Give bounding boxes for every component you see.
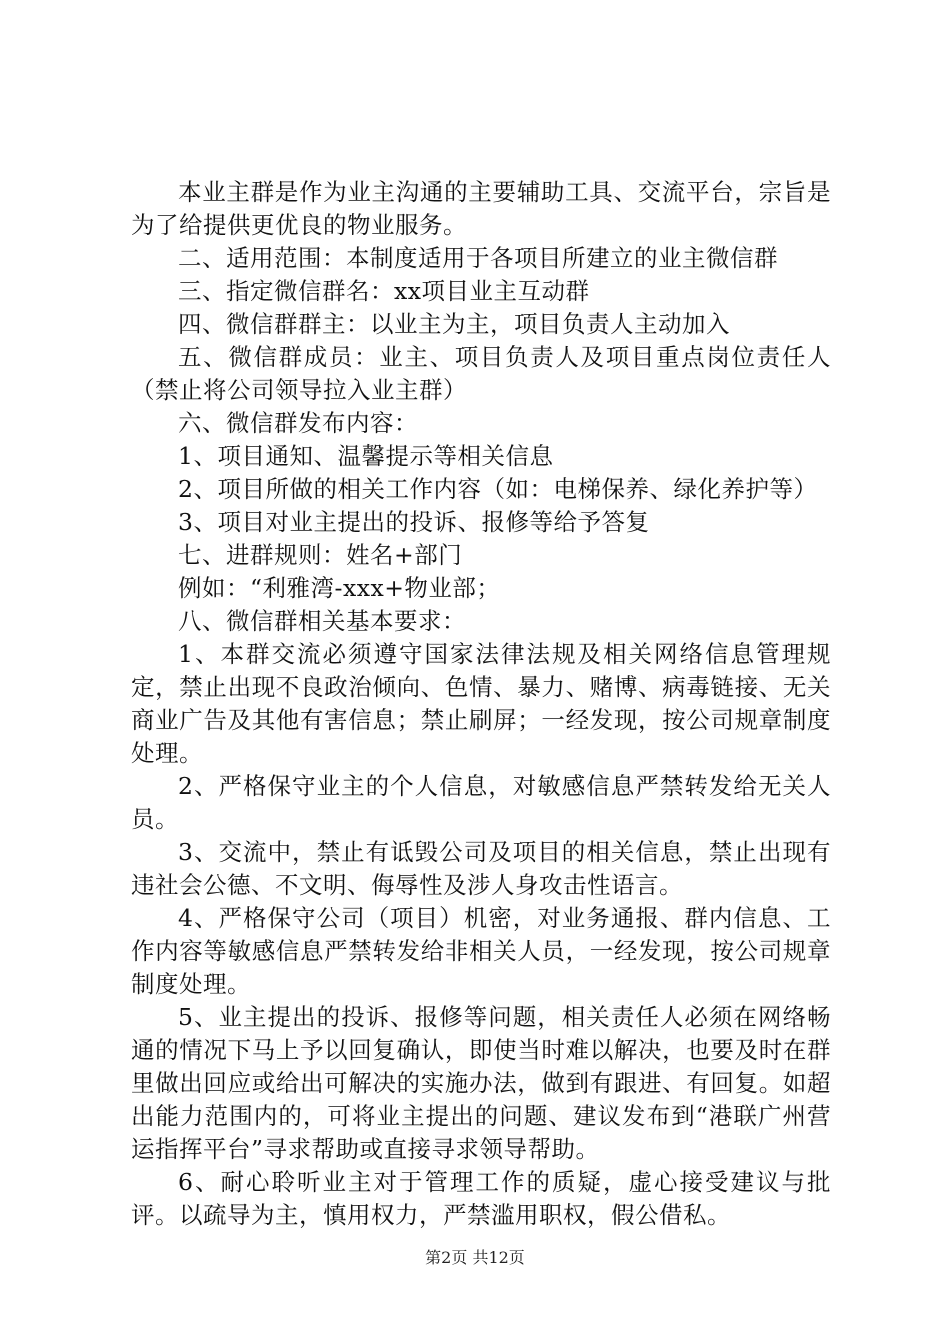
- paragraph-group-name: 三、指定微信群名：xx项目业主互动群: [178, 277, 590, 305]
- paragraph-join-example: 例如：“利雅湾-xxx+物业部；: [178, 574, 501, 602]
- paragraph-requirement-3: 3、交流中，禁止有诋毁公司及项目的相关信息，禁止出现有违社会公德、不文明、侮辱性及涉人身攻击性语言。: [131, 838, 831, 899]
- paragraph-content-item-3: 3、项目对业主提出的投诉、报修等给予答复: [178, 508, 650, 536]
- paragraph-group-owner: 四、微信群群主：以业主为主，项目负责人主动加入: [178, 310, 730, 338]
- document-body: [131, 176, 831, 1232]
- paragraph-requirement-2: 2、严格保守业主的个人信息，对敏感信息严禁转发给无关人员。: [131, 772, 831, 833]
- page-number-footer: 第2页 共12页: [425, 1248, 525, 1267]
- paragraph-requirement-4: 4、严格保守公司（项目）机密，对业务通报、群内信息、工作内容等敏感信息严禁转发给非相关人员，一经发现，按公司规章制度处理。: [131, 904, 831, 998]
- paragraph-requirement-6: 6、耐心聆听业主对于管理工作的质疑，虚心接受建议与批评。以疏导为主，慎用权力，严禁滥用职权，假公借私。: [131, 1168, 831, 1229]
- paragraph-requirement-1: 1、本群交流必须遵守国家法律法规及相关网络信息管理规定，禁止出现不良政治倾向、色情、暴力、赌博、病毒链接、无关商业广告及其他有害信息；禁止刷屏；一经发现，按公司规章制度处理。: [131, 640, 831, 767]
- paragraph-intro: 本业主群是作为业主沟通的主要辅助工具、交流平台，宗旨是为了给提供更优良的物业服务。: [131, 178, 831, 239]
- paragraph-content-item-1: 1、项目通知、温馨提示等相关信息: [178, 442, 554, 470]
- paragraph-join-rules: 七、进群规则：姓名+部门: [178, 541, 463, 569]
- paragraph-content-heading: 六、微信群发布内容：: [178, 409, 418, 437]
- paragraph-content-item-2: 2、项目所做的相关工作内容（如：电梯保养、绿化养护等）: [178, 475, 818, 503]
- paragraph-requirement-5: 5、业主提出的投诉、报修等问题，相关责任人必须在网络畅通的情况下马上予以回复确认，即使当时难以解决，也要及时在群里做出回应或给出可解决的实施办法，做到有跟进、有回复。如超出能力范围内的，可将业主提出的问题、建议发布到“港联广州营运指挥平台”寻求帮助或直接寻求领导帮助。: [131, 1003, 831, 1163]
- paragraph-group-members: 五、微信群成员：业主、项目负责人及项目重点岗位责任人（禁止将公司领导拉入业主群）: [131, 343, 831, 404]
- paragraph-requirements-heading: 八、微信群相关基本要求：: [178, 607, 466, 635]
- paragraph-scope: 二、适用范围：本制度适用于各项目所建立的业主微信群: [178, 244, 778, 272]
